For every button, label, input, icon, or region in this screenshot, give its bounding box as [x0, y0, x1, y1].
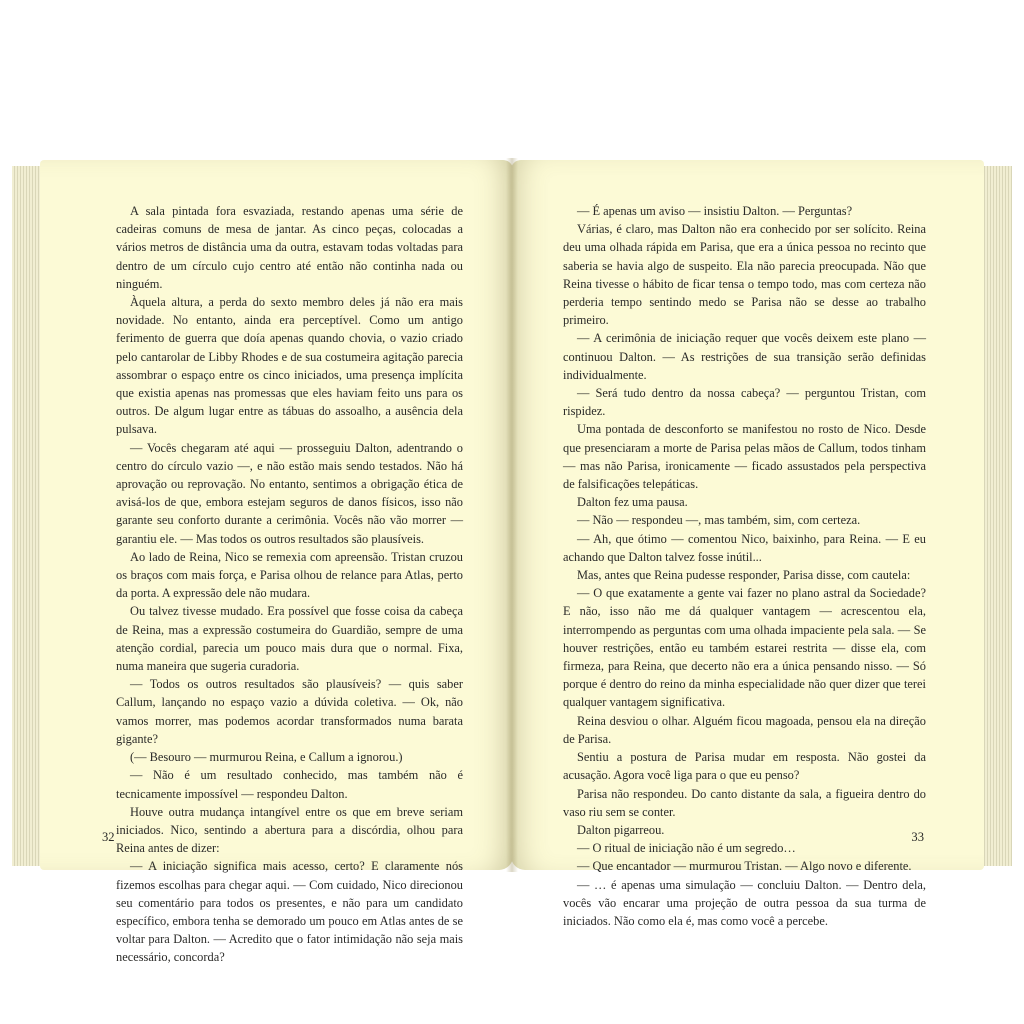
- right-paragraph-9: Mas, antes que Reina pudesse responder, Parisa disse, com cautela:: [577, 568, 911, 583]
- right-paragraph-2: Várias, é claro, mas Dalton não era conhecido por ser solícito. Reina deu uma olhada rápida em Parisa, que era a única pessoa no recinto que saberia se havia algo de suspeito. Ela não parecia preocupada. Não que Reina tivesse o hábito de ficar tensa o tempo todo, mas com certeza não perderia tempo sentindo medo se Parisa não se desse ao trabalho primeiro.: [563, 222, 926, 328]
- right-paragraph-7: — Não — respondeu —, mas também, sim, com certeza.: [577, 513, 861, 528]
- book-gutter: [506, 158, 518, 872]
- left-paragraph-8: — Não é um resultado conhecido, mas também não é tecnicamente impossível — respondeu Dalton.: [116, 768, 463, 801]
- left-page-edges: [12, 166, 40, 866]
- left-page: [40, 160, 513, 965]
- left-paragraph-5: Ou talvez tivesse mudado. Era possível que fosse coisa da cabeça de Reina, mas a expressão costumeira do Guardião, sempre de uma atenção cordial, parecia um pouco mais dura que o normal. Fixa, numa maneira que sugeria curadoria.: [116, 604, 463, 674]
- right-paragraph-3: — A cerimônia de iniciação requer que vocês deixem este plano — continuou Dalton. — As restrições de sua transição serão definidas individualmente.: [563, 331, 926, 382]
- right-paragraph-14: Dalton pigarreou.: [577, 822, 665, 837]
- right-paragraph-13: Parisa não respondeu. Do canto distante da sala, a figueira dentro do vaso riu sem se conter.: [563, 786, 926, 819]
- right-paragraph-10: — O que exatamente a gente vai fazer no plano astral da Sociedade? E não, isso não me dá qualquer vantagem — acrescentou ela, interrompendo as perguntas com uma olhada impaciente pela sala. — Se houver restrições, então eu também estarei restrita — disse ela, com firmeza, para Reina, que decerto não era a única pensando nisso. — Só porque é dentro do reino da minha especialidade não quer dizer que terei qualquer vantagem significativa.: [563, 586, 926, 710]
- left-paragraph-6: — Todos os outros resultados são plausíveis? — quis saber Callum, lançando no espaço vazio a dúvida coletiva. — Ok, não vamos morrer, mas podemos acordar transformados numa barata gigante?: [116, 677, 463, 746]
- right-paragraph-4: — Será tudo dentro da nossa cabeça? — perguntou Tristan, com rispidez.: [563, 386, 926, 419]
- left-paragraph-7: (— Besouro — murmurou Reina, e Callum a ignorou.): [130, 750, 403, 765]
- right-page-edges: [982, 166, 1012, 866]
- right-paragraph-12: Sentiu a postura de Parisa mudar em resposta. Não gostei da acusação. Agora você liga para o que eu penso?: [563, 750, 926, 783]
- left-paragraph-9: Houve outra mudança intangível entre os que em breve seriam iniciados. Nico, sentindo a abertura para a discórdia, olhou para Reina antes de dizer:: [116, 804, 463, 856]
- right-paragraph-16: — Que encantador — murmurou Tristan. — Algo novo e diferente.: [577, 859, 912, 874]
- right-page: [511, 160, 984, 928]
- left-paragraph-3: — Vocês chegaram até aqui — prosseguiu Dalton, adentrando o centro do círculo vazio —, e não estão mais sendo testados. Não há aprovação ou reprovação. No entanto, sentimos a obrigação ética de avisá-los de que, embora estejam seguros de danos físicos, isso não garante seu conforto durante a cerimônia. Vocês não vão morrer — garantiu ele. — Mas todos os outros resultados são plausíveis.: [116, 440, 463, 546]
- right-paragraph-8: — Ah, que ótimo — comentou Nico, baixinho, para Reina. — E eu achando que Dalton talvez fosse inútil...: [563, 531, 926, 564]
- left-paragraph-2: Àquela altura, a perda do sexto membro deles já não era mais novidade. No entanto, ainda era perceptível. Como um antigo ferimento de guerra que doía apenas quando chovia, o vazio criado pelo cantarolar de Libby Rhodes e de sua costumeira agitação parecia assombrar o espaço entre os cinco iniciados, uma presença implícita que existia apenas nas promessas que eles haviam feito uns para os outros. De algum lugar entre as tábuas do assoalho, a ausência dela pulsava.: [116, 295, 463, 437]
- right-paragraph-17: — … é apenas uma simulação — concluiu Dalton. — Dentro dela, vocês vão encarar uma projeção de outra pessoa da sua turma de iniciados. Não como ela é, mas como você a percebe.: [563, 877, 926, 928]
- left-paragraph-1: A sala pintada fora esvaziada, restando apenas uma série de cadeiras comuns de mesa de jantar. As cinco peças, colocadas a vários metros de distância uma da outra, estavam todas voltadas para dentro de um círculo cujo centro até então não continha nada ou ninguém.: [116, 204, 463, 291]
- right-paragraph-1: — É apenas um aviso — insistiu Dalton. — Perguntas?: [577, 204, 853, 218]
- right-paragraph-6: Dalton fez uma pausa.: [577, 495, 688, 510]
- right-paragraph-15: — O ritual de iniciação não é um segredo…: [577, 841, 796, 856]
- left-paragraph-10: — A iniciação significa mais acesso, certo? E claramente nós fizemos escolhas para chegar aqui. — Com cuidado, Nico direcionou seu comentário para todos os presentes, e não para um candidato específico, embora tenha se demorado um pouco em Atlas antes de se voltar para Dalton. — Acredito que o fator intimidação não seja mais necessário, concorda?: [116, 859, 463, 965]
- right-paragraph-11: Reina desviou o olhar. Alguém ficou magoada, pensou ela na direção de Parisa.: [563, 713, 926, 746]
- right-paragraph-5: Uma pontada de desconforto se manifestou no rosto de Nico. Desde que presenciaram a morte de Parisa pelas mãos de Callum, todos tinham — mas não Parisa, ironicamente — ficado assustados pela perspectiva de falsificações telepáticas.: [563, 422, 926, 492]
- page-number-left: 32: [102, 829, 115, 844]
- page-number-right: 33: [911, 829, 924, 844]
- left-paragraph-4: Ao lado de Reina, Nico se remexia com apreensão. Tristan cruzou os braços com mais força, e Parisa olhou de relance para Atlas, perto da porta. A expressão dele não mudara.: [116, 549, 463, 601]
